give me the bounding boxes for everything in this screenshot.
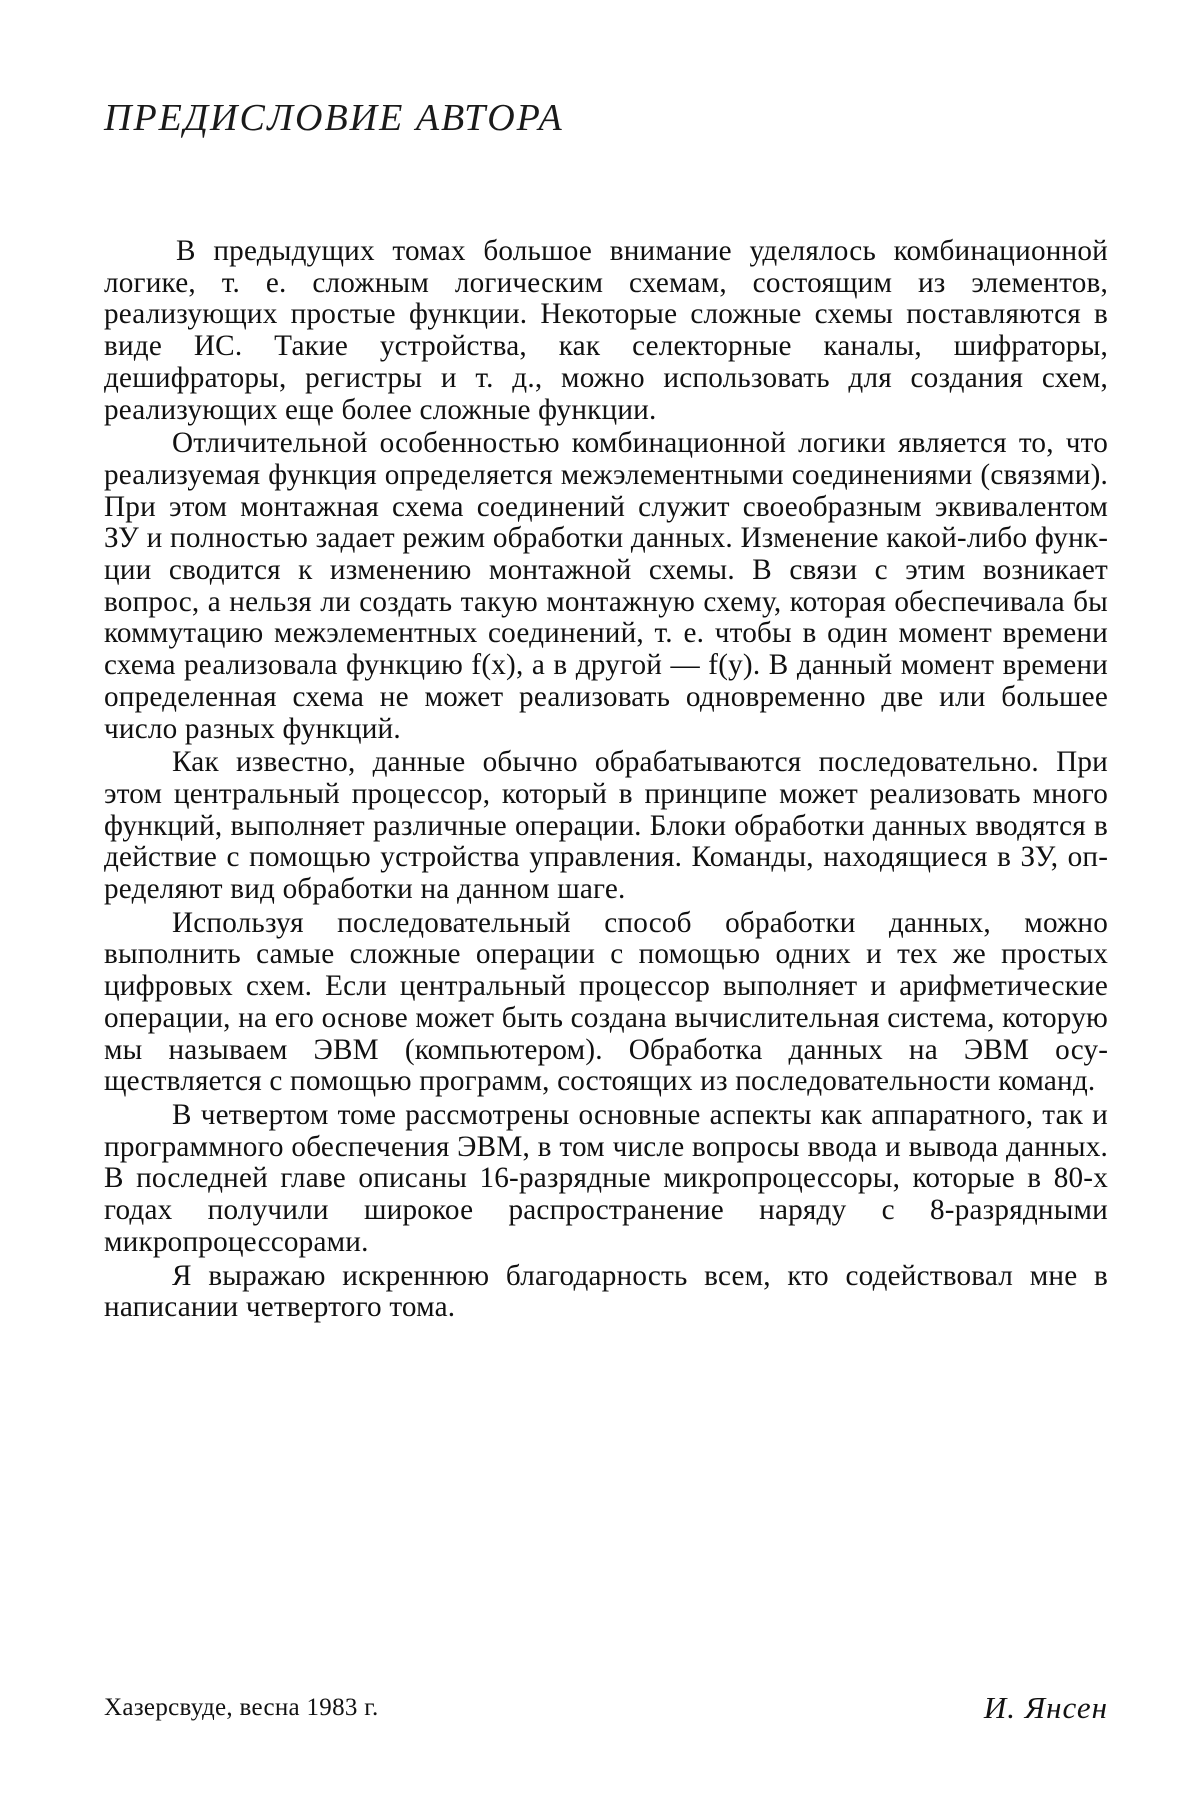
paragraph-4: Используя последовательный способ обработки данных, можно выполнить самые сложные операции с помощью одних и тех же простых цифровых схем. Если центральный процессор выполняет и арифметические операции, на его основе может быть создана вычислительная система, которую мы называем ЭВМ (компьютером). Обработка данных на ЭВМ осуществляется с помощью программ, состоящих из последовательности команд. [104, 906, 1108, 1098]
place-and-date: Хазерсвуде, весна 1983 г. [104, 1694, 379, 1721]
paragraph-6: Я выражаю искреннюю благодарность всем, кто содействовал мне в написании четвертого тома. [104, 1259, 1108, 1324]
paragraph-3: Как известно, данные обычно обрабатываются последовательно. При этом центральный процессор, который в принципе может реализовать много функций, выполняет различные операции. Блоки обработки данных вводятся в действие с помощью устройства управления. Команды, находящиеся в ЗУ, определяют вид обработки на данном шаге. [104, 746, 1108, 906]
author-name: И. Янсен [983, 1690, 1108, 1725]
paragraph-1: В предыдущих томах большое внимание уделялось комбинационной логике, т. е. сложным логическим схемам, состоящим из элементов, реализующих простые функции. Некоторые сложные схемы поставляются в виде ИС. Такие устройства, как селекторные каналы, шифраторы, дешифраторы, регистры и т. д., можно использовать для создания схем, реализующих еще более сложные функции. [104, 235, 1108, 426]
page-title: ПРЕДИСЛОВИЕ АВТОРА [104, 97, 564, 139]
paragraph-5: В четвертом томе рассмотрены основные аспекты как аппаратного, так и программного обеспечения ЭВМ, в том числе вопросы ввода и вывода данных. В последней главе описаны 16-разрядные микропроцессоры, которые в 80-х годах получили широкое распространение наряду с 8-разрядными микропроцессорами. [104, 1098, 1108, 1258]
paragraph-2: Отличительной особенностью комбинационной логики является то, что реализуемая функция определяется межэлементными соединениями (связями). При этом монтажная схема соединений служит своеобразным эквивалентом ЗУ и полностью задает режим обработки данных. Изменение какой-либо функции сводится к изменению монтажной схемы. В связи с этим возникает вопрос, а нельзя ли создать такую монтажную схему, которая обеспечивала бы коммутацию межэлементных соединений, т. е. чтобы в один момент времени схема реализовала функцию f(x), а в другой — f(y). В данный момент времени определенная схема не может реализовать одновременно две или большее число разных функций. [104, 427, 1108, 745]
preface-body [104, 236, 1108, 1326]
signature-block [104, 1690, 1108, 1734]
